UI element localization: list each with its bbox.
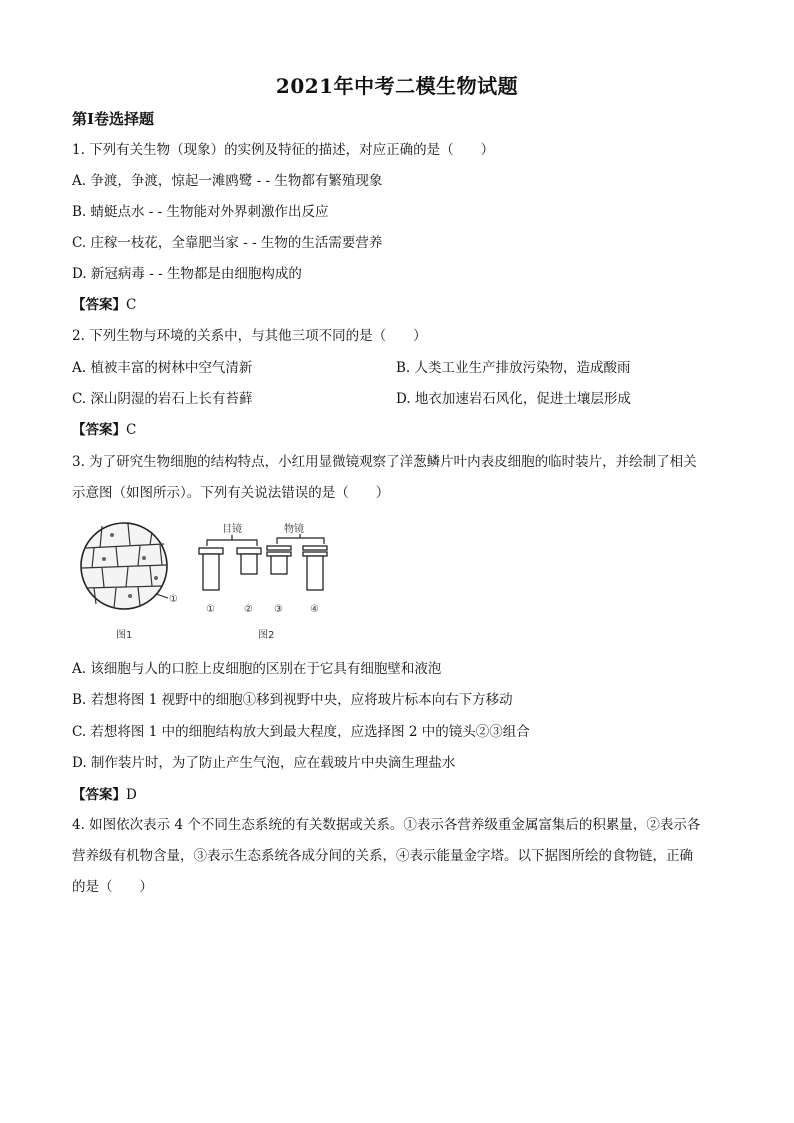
q1-option-b: B. 蜻蜓点水 - - 生物能对外界刺激作出反应 xyxy=(72,204,329,220)
q3-option-a: A. 该细胞与人的口腔上皮细胞的区别在于它具有细胞壁和液泡 xyxy=(72,661,442,677)
q2-option-b: B. 人类工业生产排放污染物，造成酸雨 xyxy=(396,360,631,376)
q2-answer xyxy=(72,421,136,439)
lens-number-2: ② xyxy=(244,604,253,615)
q3-answer xyxy=(72,786,137,804)
page-title: 2021年中考二模生物试题 xyxy=(275,74,519,98)
q2-option-a: A. 植被丰富的树林中空气清新 xyxy=(72,360,253,376)
fig2-caption: 图2 xyxy=(258,630,275,641)
lenses xyxy=(199,546,327,590)
q1-answer-tag: 【答案】 xyxy=(72,297,126,313)
q4-stem-line-2: 营养级有机物含量，③表示生态系统各成分间的关系，④表示能量金字塔。以下据图所绘的食物链，正确 xyxy=(72,848,693,864)
q3-stem-line-1: 3. 为了研究生物细胞的结构特点，小红用显微镜观察了洋葱鳞片叶内表皮细胞的临时装片，并绘制了相关 xyxy=(72,454,697,470)
q1-option-d: D. 新冠病毒 - - 生物都是由细胞构成的 xyxy=(72,266,302,282)
fig1-field-of-view xyxy=(81,523,168,609)
section-heading: 第I卷选择题 xyxy=(72,110,155,128)
q1-stem: 1. 下列有关生物（现象）的实例及特征的描述，对应正确的是（ ） xyxy=(72,142,495,158)
q2-option-c: C. 深山阴湿的岩石上长有苔藓 xyxy=(72,391,253,407)
q3-figure xyxy=(72,518,352,643)
q4-stem-line-3: 的是（ ） xyxy=(72,879,153,895)
q3-answer-value: D xyxy=(126,787,137,803)
q2-answer-tag: 【答案】 xyxy=(72,422,126,438)
q3-stem-line-2: 示意图（如图所示）。下列有关说法错误的是（ ） xyxy=(72,485,390,501)
q3-option-c: C. 若想将图 1 中的细胞结构放大到最大程度，应选择图 2 中的镜头②③组合 xyxy=(72,724,530,740)
lens-number-3: ③ xyxy=(274,604,283,615)
q2-option-d: D. 地衣加速岩石风化，促进土壤层形成 xyxy=(396,391,631,407)
q3-option-d: D. 制作装片时，为了防止产生气泡，应在载玻片中央滴生理盐水 xyxy=(72,755,456,771)
lens-brackets xyxy=(207,534,324,546)
microscope-figure-svg xyxy=(72,518,352,643)
eyepiece-label: 目镜 xyxy=(222,524,242,535)
q4-stem-line-1: 4. 如图依次表示 4 个不同生态系统的有关数据或关系。①表示各营养级重金属富集后的积累量，②表示各 xyxy=(72,817,701,833)
q3-answer-tag: 【答案】 xyxy=(72,787,126,803)
q1-option-c: C. 庄稼一枝花，全靠肥当家 - - 生物的生活需要营养 xyxy=(72,235,383,251)
objective-label: 物镜 xyxy=(284,524,304,535)
q1-option-a: A. 争渡，争渡，惊起一滩鸥鹭 - - 生物都有繁殖现象 xyxy=(72,173,383,189)
q2-stem: 2. 下列生物与环境的关系中，与其他三项不同的是（ ） xyxy=(72,328,427,344)
q2-answer-value: C xyxy=(126,422,137,438)
q1-answer-value: C xyxy=(126,297,137,313)
q3-option-b: B. 若想将图 1 视野中的细胞①移到视野中央，应将玻片标本向右下方移动 xyxy=(72,692,513,708)
lens-number-1: ① xyxy=(206,604,215,615)
fig1-caption: 图1 xyxy=(116,630,133,641)
fig1-pointer-label: ① xyxy=(169,594,178,605)
lens-number-4: ④ xyxy=(310,604,319,615)
q1-answer xyxy=(72,296,136,314)
